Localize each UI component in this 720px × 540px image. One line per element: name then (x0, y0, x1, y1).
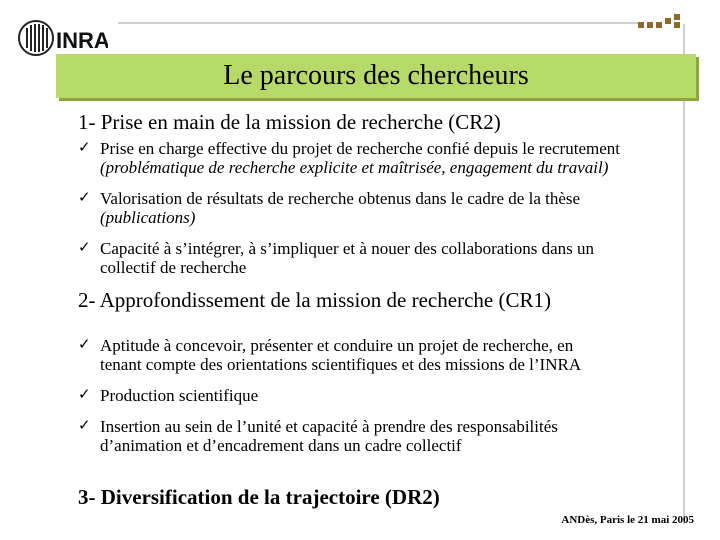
item-text: Insertion au sein de l’unité et capacité à prendre des responsabilités (100, 417, 558, 436)
item-text: Production scientifique (100, 386, 259, 405)
check-icon: ✓ (78, 418, 91, 434)
side-rule (683, 24, 685, 524)
item-text: Aptitude à concevoir, présenter et conduire un projet de recherche, en (100, 336, 574, 355)
footer-text: ANDès, Paris le 21 mai 2005 (561, 514, 694, 526)
logo-text: INRA (56, 28, 108, 53)
item-text: Valorisation de résultats de recherche obtenus dans le cadre de la thèse (100, 189, 581, 208)
decorative-squares (638, 14, 686, 30)
check-icon: ✓ (78, 140, 91, 156)
item-text: Prise en charge effective du projet de recherche confié depuis le recrutement (100, 139, 620, 158)
item-text-cont: collectif de recherche (100, 258, 247, 277)
item-text-cont: d’animation et d’encadrement dans un cadre collectif (100, 436, 462, 455)
item-note: (problématique de recherche explicite et maîtrisée, engagement du travail) (100, 158, 609, 177)
slide-title: Le parcours des chercheurs (223, 60, 529, 91)
item-text: Capacité à s’intégrer, à s’impliquer et à nouer des collaborations dans un (100, 239, 595, 258)
item-note: (publications) (100, 208, 196, 227)
title-bar (56, 54, 696, 98)
item-text-cont: tenant compte des orientations scientifiques et des missions de l’INRA (100, 355, 582, 374)
header-rule (118, 22, 638, 24)
section-heading-3: 3- Diversification de la trajectoire (DR2) (78, 485, 440, 509)
section-heading-2: 2- Approfondissement de la mission de recherche (CR1) (78, 288, 551, 312)
check-icon: ✓ (78, 240, 91, 256)
check-icon: ✓ (78, 387, 91, 403)
check-icon: ✓ (78, 190, 91, 206)
check-icon: ✓ (78, 337, 91, 353)
section-heading-1: 1- Prise en main de la mission de recherche (CR2) (78, 110, 501, 134)
